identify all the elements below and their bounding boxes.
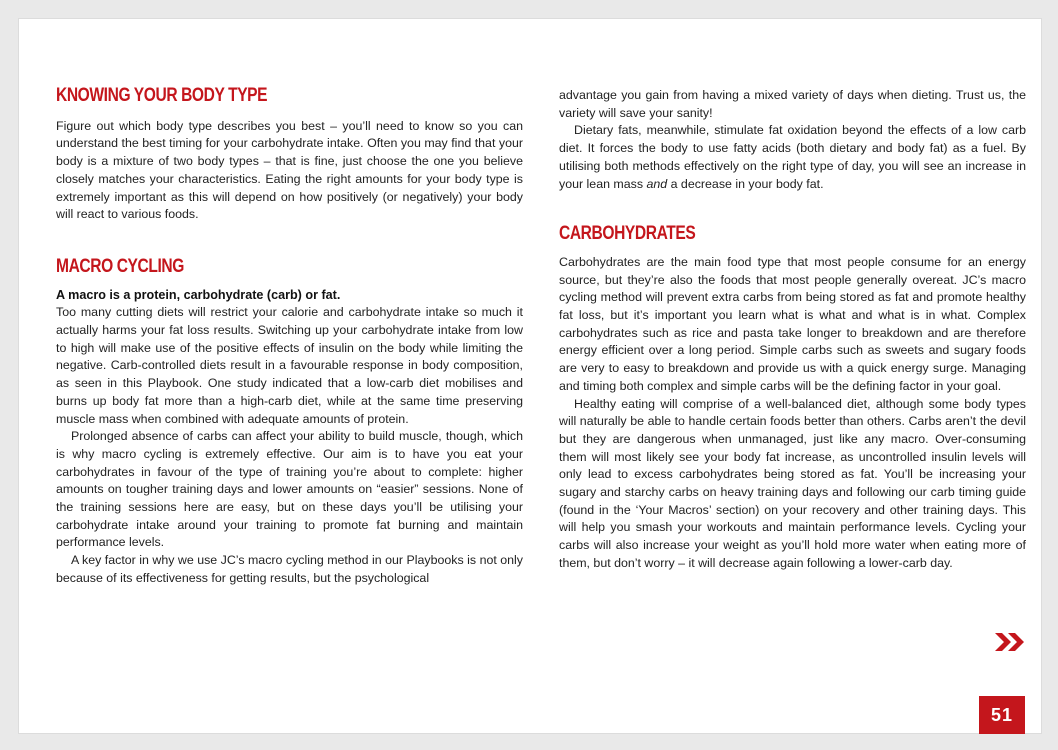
- macro-cycling-paragraph-2: Prolonged absence of carbs can affect your ability to build muscle, though, which is why macro cycling is extremely effective. Our aim is to have you eat your carbohydrates in favour of the type of training you’re about to complete: higher amounts on tougher training days and lower amounts on “easier” sessions. None of the training sessions here are easy, but on these days you’ll be utilising your carbohydrate intake around your training to promote fat burning and maintain performance levels.: [56, 429, 523, 550]
- carbohydrates-heading: CARBOHYDRATES: [559, 223, 696, 245]
- right-column: [559, 87, 1026, 573]
- continued-paragraph-1: advantage you gain from having a mixed variety of days when dieting. Trust us, the variety will save your sanity!: [559, 88, 1026, 120]
- dietary-fats-text: Dietary fats, meanwhile, stimulate fat oxidation beyond the effects of a low carb diet. It forces the body to use fatty acids (both dietary and body fat) as a fuel. By utilising both methods effectively on the right type of day, you will see an increase in your lean mass: [559, 123, 1026, 191]
- carbohydrates-paragraph-1: Carbohydrates are the main food type that most people consume for an energy source, but they’re also the foods that most people generally overeat. JC’s macro cycling method will prevent extra carbs from being stored as fat and promote healthy fat loss, but it’s important you learn what is what and what is in what. Complex carbohydrates such as rice and pasta take longer to breakdown and are therefore energy efficient over a long period. Simple carbs such as sweets and sugary foods are very to easy to breakdown and provide us with a quick energy surge. Managing and timing both complex and simple carbs will be the defining factor in your goal.: [559, 254, 1026, 393]
- macro-cycling-paragraph-3: A key factor in why we use JC’s macro cycling method in our Playbooks is not only because of its effectiveness for getting results, but the psychological: [56, 553, 523, 585]
- left-column: [56, 87, 523, 588]
- emphasis-and: and: [646, 176, 668, 191]
- body-type-heading: KNOWING YOUR BODY TYPE: [56, 85, 268, 106]
- carbohydrates-paragraph-2: Healthy eating will comprise of a well-balanced diet, although some body types will naturally be able to handle certain foods better than others. Carbs aren’t the devil but they are dangerous when unmanaged, just like any macro. Over-consuming them will most likely see your body fat increase, as uncontrolled insulin levels will only lead to excess carbohydrates being stored as fat. You’ll be increasing your sugary and starchy carbs on heavy training days and following our carb timing guide (found in the ‘Your Macros’ section) on your recovery and other training days. This will help you smash your workouts and maintain performance levels. Cycling your carbs will also increase your weight as you’ll hold more water when eating more of them, but don’t worry – it will decrease again following a lower-carb day.: [559, 396, 1026, 570]
- double-chevron-right-icon[interactable]: [993, 631, 1027, 653]
- macro-definition-lead: A macro is a protein, carbohydrate (carb) or fat.: [56, 287, 341, 302]
- page-number: 51: [979, 696, 1025, 734]
- macro-cycling-paragraph-1: Too many cutting diets will restrict your calorie and carbohydrate intake so much it actually harms your fat loss results. Switching up your carbohydrate intake from low to high will make use of the positive effects of insulin on the body while limiting the negative. Carb-controlled diets result in a favourable response in body composition, as seen in this Playbook. One study indicated that a low-carb diet mobilises and burns up body fat more than a high-carb diet, while at the same time preserving muscle mass when combined with adequate amounts of protein.: [56, 305, 523, 426]
- continued-paragraph-2: [559, 122, 1026, 193]
- document-page: [18, 18, 1042, 734]
- macro-cycling-heading: MACRO CYCLING: [56, 255, 184, 277]
- body-type-paragraph: Figure out which body type describes you best – you’ll need to know so you can understand the best timing for your carbohydrate intake. Often you may find that your body is a mixture of two body types – that is fine, just choose the one you believe closely matches your characteristics. Eating the right amounts for your body type is extremely important as this will depend on how positively (or negatively) your body will react to various foods.: [56, 118, 523, 222]
- dietary-fats-text-end: a decrease in your body fat.: [667, 176, 824, 191]
